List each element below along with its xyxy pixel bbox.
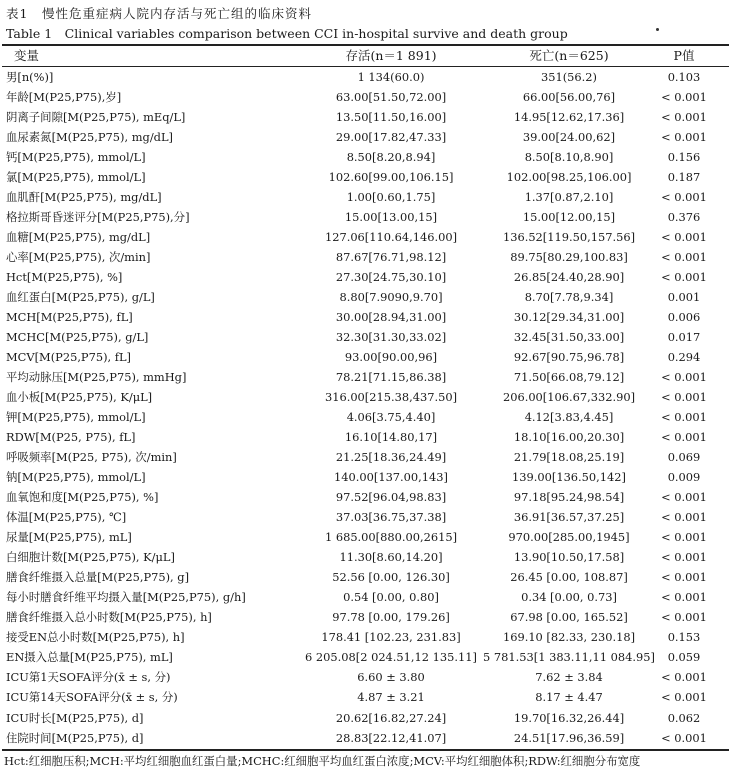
row-survive: 6 205.08[2 024.51,12 135.11]	[305, 650, 477, 665]
row-survive: 16.10[14.80,17]	[344, 430, 438, 445]
row-variable: ICU时长[M(P25,P75), d]	[6, 710, 144, 725]
row-death: 39.00[24.00,62]	[522, 130, 616, 145]
table-row	[0, 507, 732, 527]
row-p-value: 0.187	[667, 170, 701, 185]
top-rule	[2, 44, 729, 46]
table-row	[0, 627, 732, 647]
row-variable: 住院时间[M(P25,P75), d]	[6, 730, 144, 745]
row-survive: 1.00[0.60,1.75]	[346, 190, 436, 205]
row-survive: 87.67[76.71,98.12]	[335, 250, 447, 265]
table-row	[0, 467, 732, 487]
table-row	[0, 267, 732, 287]
header-death: 死亡(n＝625)	[529, 48, 609, 63]
table-row	[0, 127, 732, 147]
row-death: 4.12[3.83,4.45]	[524, 410, 614, 425]
row-death: 1.37[0.87,2.10]	[524, 190, 614, 205]
row-variable: 格拉斯哥昏迷评分[M(P25,P75),分]	[6, 210, 190, 225]
row-death: 970.00[285.00,1945]	[508, 530, 630, 545]
row-variable: 阴离子间隙[M(P25,P75), mEq/L]	[6, 110, 186, 125]
table-row	[0, 527, 732, 547]
stray-dot	[656, 28, 659, 31]
row-p-value: < 0.001	[661, 250, 707, 265]
row-variable: MCV[M(P25,P75), fL]	[6, 350, 132, 365]
row-survive: 21.25[18.36,24.49]	[335, 450, 447, 465]
table-row	[0, 327, 732, 347]
table-row	[0, 567, 732, 587]
row-p-value: < 0.001	[661, 490, 707, 505]
row-death: 206.00[106.67,332.90]	[502, 390, 636, 405]
row-survive: 4.87 ± 3.21	[357, 690, 425, 705]
row-death: 19.70[16.32,26.44]	[513, 710, 625, 725]
row-variable: 膳食纤维摄入总量[M(P25,P75), g]	[6, 570, 190, 585]
table-caption-cn: 表1 慢性危重症病人院内存活与死亡组的临床资料	[6, 6, 312, 21]
row-variable: 钠[M(P25,P75), mmol/L]	[6, 470, 146, 485]
row-survive: 0.54 [0.00, 0.80]	[343, 590, 439, 605]
row-death: 66.00[56.00,76]	[522, 90, 616, 105]
row-variable: 钙[M(P25,P75), mmol/L]	[6, 150, 146, 165]
row-p-value: 0.103	[667, 70, 701, 84]
row-survive: 78.21[71.15,86.38]	[335, 370, 447, 385]
row-p-value: < 0.001	[661, 370, 707, 385]
table-row	[0, 367, 732, 387]
row-death: 26.45 [0.00, 108.87]	[510, 570, 628, 585]
row-survive: 28.83[22.12,41.07]	[335, 730, 447, 745]
row-variable: 血小板[M(P25,P75), K/μL]	[6, 390, 153, 405]
row-death: 136.52[119.50,157.56]	[502, 230, 636, 245]
row-survive: 4.06[3.75,4.40]	[346, 410, 436, 425]
table-row	[0, 407, 732, 427]
row-survive: 178.41 [102.23, 231.83]	[321, 630, 461, 645]
row-variable: 年龄[M(P25,P75),岁]	[6, 90, 122, 105]
table-row	[0, 708, 732, 728]
row-p-value: < 0.001	[661, 690, 707, 705]
table-row	[0, 427, 732, 447]
row-survive: 13.50[11.50,16.00]	[335, 110, 447, 125]
row-variable: RDW[M(P25, P75), fL]	[6, 430, 136, 445]
table-row	[0, 547, 732, 567]
row-variable: 平均动脉压[M(P25,P75), mmHg]	[6, 370, 187, 385]
header-p-value: P值	[673, 48, 695, 63]
row-variable: 血肌酐[M(P25,P75), mg/dL]	[6, 190, 162, 205]
row-p-value: < 0.001	[661, 410, 707, 425]
row-death: 0.34 [0.00, 0.73]	[521, 590, 617, 605]
table-row	[0, 287, 732, 307]
row-variable: EN摄入总量[M(P25,P75), mL]	[6, 650, 173, 665]
row-p-value: 0.017	[667, 330, 701, 345]
row-p-value: 0.156	[667, 150, 701, 165]
row-variable: 钾[M(P25,P75), mmol/L]	[6, 410, 146, 425]
row-p-value: < 0.001	[661, 510, 707, 525]
row-survive: 11.30[8.60,14.20]	[339, 550, 443, 565]
table-row	[0, 607, 732, 627]
table-row	[0, 167, 732, 187]
row-p-value: < 0.001	[661, 110, 707, 125]
table-row	[0, 227, 732, 247]
table-row	[0, 587, 732, 607]
row-p-value: < 0.001	[661, 670, 707, 685]
row-survive: 63.00[51.50,72.00]	[335, 90, 447, 105]
row-death: 13.90[10.50,17.58]	[513, 550, 625, 565]
row-death: 26.85[24.40,28.90]	[513, 270, 625, 285]
row-survive: 32.30[31.30,33.02]	[335, 330, 447, 345]
row-p-value: 0.069	[667, 450, 701, 465]
row-variable: Hct[M(P25,P75), %]	[6, 270, 123, 285]
row-p-value: < 0.001	[661, 430, 707, 445]
row-p-value: < 0.001	[661, 590, 707, 605]
row-death: 18.10[16.00,20.30]	[513, 430, 625, 445]
row-death: 15.00[12.00,15]	[522, 210, 616, 225]
table-row	[0, 67, 732, 87]
row-p-value: 0.062	[667, 710, 701, 725]
row-p-value: 0.006	[667, 310, 701, 325]
row-death: 7.62 ± 3.84	[535, 670, 603, 685]
table-row	[0, 187, 732, 207]
row-p-value: < 0.001	[661, 190, 707, 205]
row-variable: ICU第14天SOFA评分(x̄ ± s, 分)	[6, 690, 178, 705]
row-death: 8.50[8.10,8.90]	[524, 150, 614, 165]
row-death: 14.95[12.62,17.36]	[513, 110, 625, 125]
table-row	[0, 307, 732, 327]
row-variable: MCHC[M(P25,P75), g/L]	[6, 330, 149, 345]
row-variable: 血氧饱和度[M(P25,P75), %]	[6, 490, 159, 505]
row-variable: 心率[M(P25,P75), 次/min]	[6, 250, 151, 265]
row-survive: 15.00[13.00,15]	[344, 210, 438, 225]
table-row	[0, 387, 732, 407]
row-survive: 140.00[137.00,143]	[334, 470, 448, 485]
table-row	[0, 87, 732, 107]
row-death: 92.67[90.75,96.78]	[513, 350, 625, 365]
row-survive: 37.03[36.75,37.38]	[335, 510, 447, 525]
row-survive: 52.56 [0.00, 126.30]	[332, 570, 450, 585]
row-survive: 20.62[16.82,27.24]	[335, 710, 447, 725]
row-p-value: < 0.001	[661, 90, 707, 105]
row-death: 5 781.53[1 383.11,11 084.95]	[483, 650, 655, 665]
table-caption-en: Table 1 Clinical variables comparison between CCI in-hospital survive and death group	[6, 26, 568, 41]
row-p-value: < 0.001	[661, 570, 707, 585]
row-p-value: 0.009	[667, 470, 701, 485]
row-p-value: < 0.001	[661, 390, 707, 405]
row-variable: MCH[M(P25,P75), fL]	[6, 310, 133, 325]
row-survive: 127.06[110.64,146.00]	[324, 230, 458, 245]
row-variable: 每小时膳食纤维平均摄入量[M(P25,P75), g/h]	[6, 590, 246, 605]
table-row	[0, 728, 732, 748]
row-survive: 27.30[24.75,30.10]	[335, 270, 447, 285]
row-variable: ICU第1天SOFA评分(x̄ ± s, 分)	[6, 670, 171, 685]
table-row	[0, 247, 732, 267]
row-p-value: < 0.001	[661, 130, 707, 145]
row-survive: 29.00[17.82,47.33]	[335, 130, 447, 145]
row-variable: 血红蛋白[M(P25,P75), g/L]	[6, 290, 155, 305]
row-death: 89.75[80.29,100.83]	[510, 250, 628, 265]
table-row	[0, 687, 732, 707]
row-death: 21.79[18.08,25.19]	[513, 450, 625, 465]
header-variable: 变量	[14, 48, 40, 63]
row-p-value: 0.294	[667, 350, 701, 365]
row-death: 139.00[136.50,142]	[512, 470, 626, 485]
row-death: 169.10 [82.33, 230.18]	[502, 630, 636, 645]
row-death: 71.50[66.08,79.12]	[513, 370, 625, 385]
row-survive: 30.00[28.94,31.00]	[335, 310, 447, 325]
table-body	[0, 67, 732, 748]
row-death: 97.18[95.24,98.54]	[513, 490, 625, 505]
table-row	[0, 107, 732, 127]
row-survive: 1 134(60.0)	[357, 70, 425, 84]
row-death: 351(56.2)	[541, 70, 597, 84]
row-variable: 膳食纤维摄入总小时数[M(P25,P75), h]	[6, 610, 212, 625]
row-p-value: 0.001	[667, 290, 701, 305]
table-row	[0, 647, 732, 667]
table-row	[0, 347, 732, 367]
row-p-value: 0.376	[667, 210, 701, 225]
row-variable: 接受EN总小时数[M(P25,P75), h]	[6, 630, 185, 645]
row-death: 32.45[31.50,33.00]	[513, 330, 625, 345]
row-survive: 102.60[99.00,106.15]	[328, 170, 454, 185]
table-row	[0, 667, 732, 687]
row-variable: 尿量[M(P25,P75), mL]	[6, 530, 132, 545]
row-death: 36.91[36.57,37.25]	[513, 510, 625, 525]
row-survive: 8.80[7.9090,9.70]	[339, 290, 443, 305]
row-p-value: 0.059	[667, 650, 701, 665]
table-footnote: Hct:红细胞压积;MCH:平均红细胞血红蛋白量;MCHC:红细胞平均血红蛋白浓度;MCV:平均红细胞体积;RDW:红细胞分布宽度	[4, 754, 641, 768]
table-row	[0, 147, 732, 167]
row-survive: 316.00[215.38,437.50]	[324, 390, 458, 405]
row-death: 24.51[17.96,36.59]	[513, 730, 625, 745]
row-p-value: < 0.001	[661, 730, 707, 745]
row-variable: 氯[M(P25,P75), mmol/L]	[6, 170, 146, 185]
row-death: 102.00[98.25,106.00]	[506, 170, 632, 185]
row-death: 8.17 ± 4.47	[535, 690, 603, 705]
row-survive: 8.50[8.20,8.94]	[346, 150, 436, 165]
row-death: 67.98 [0.00, 165.52]	[510, 610, 628, 625]
row-variable: 呼吸频率[M(P25, P75), 次/min]	[6, 450, 177, 465]
row-variable: 血尿素氮[M(P25,P75), mg/dL]	[6, 130, 173, 145]
table-row	[0, 207, 732, 227]
row-survive: 6.60 ± 3.80	[357, 670, 425, 685]
row-death: 8.70[7.78,9.34]	[524, 290, 614, 305]
row-p-value: < 0.001	[661, 610, 707, 625]
row-p-value: 0.153	[667, 630, 701, 645]
table-row	[0, 487, 732, 507]
row-p-value: < 0.001	[661, 230, 707, 245]
header-survive: 存活(n＝1 891)	[345, 48, 437, 63]
row-variable: 白细胞计数[M(P25,P75), K/μL]	[6, 550, 175, 565]
row-survive: 97.78 [0.00, 179.26]	[332, 610, 450, 625]
row-p-value: < 0.001	[661, 550, 707, 565]
row-death: 30.12[29.34,31.00]	[513, 310, 625, 325]
row-survive: 1 685.00[880.00,2615]	[324, 530, 458, 545]
row-survive: 97.52[96.04,98.83]	[335, 490, 447, 505]
table-row	[0, 447, 732, 467]
row-p-value: < 0.001	[661, 270, 707, 285]
row-p-value: < 0.001	[661, 530, 707, 545]
row-survive: 93.00[90.00,96]	[344, 350, 438, 365]
row-variable: 男[n(%)]	[6, 70, 54, 84]
bottom-rule	[2, 749, 729, 751]
row-variable: 体温[M(P25,P75), ℃]	[6, 510, 127, 525]
row-variable: 血糖[M(P25,P75), mg/dL]	[6, 230, 151, 245]
